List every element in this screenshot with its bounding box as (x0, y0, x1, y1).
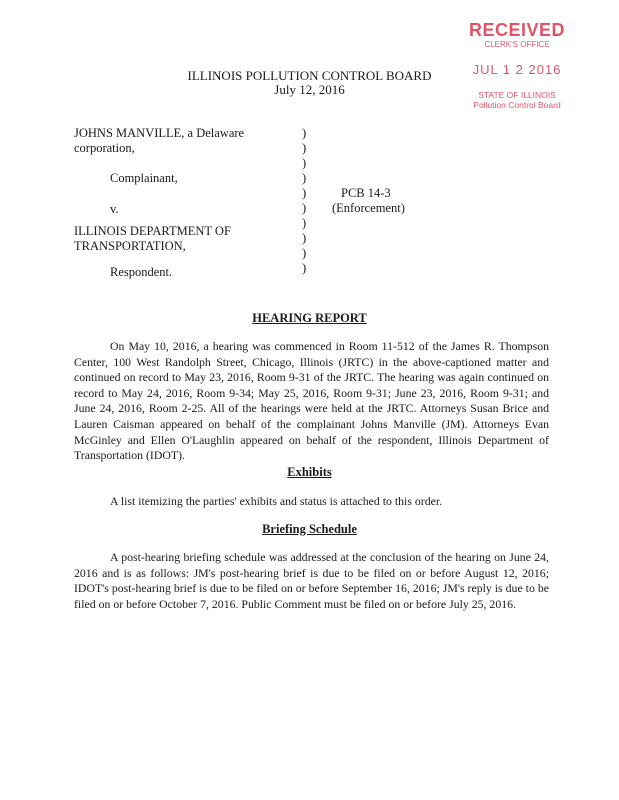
respondent-name-line2: TRANSPORTATION, (74, 239, 186, 253)
paren: ) (302, 201, 307, 215)
exhibits-text: A list itemizing the parties' exhibits and status is attached to this order. (110, 494, 443, 508)
hearing-report-paragraph (74, 339, 549, 464)
complainant-role: Complainant, (110, 171, 178, 185)
paren: ) (302, 171, 307, 185)
briefing-schedule-text: A post-hearing briefing schedule was addressed at the conclusion of the hearing on June 24, 2016 and is as follows: JM's post-hearing brief is due to be filed on or before August 12, 2016; IDOT's post-hearing brief is due to be filed on or before September 16, 2016; JM's reply is due to be filed on or before October 7, 2016. Public Comment must be filed on or before July 25, 2016. (74, 550, 549, 611)
paren: ) (302, 186, 307, 200)
stamp-clerks-office: CLERK'S OFFICE (484, 40, 550, 49)
case-number: PCB 14-3 (341, 186, 391, 200)
paren: ) (302, 141, 307, 155)
exhibits-paragraph (74, 494, 549, 510)
briefing-schedule-paragraph (74, 550, 549, 612)
stamp-board: Pollution Control Board (473, 100, 561, 110)
case-type: (Enforcement) (332, 201, 405, 215)
paren: ) (302, 156, 307, 170)
hearing-report-text: On May 10, 2016, a hearing was commenced in Room 11-512 of the James R. Thompson Center, 100 West Randolph Street, Chicago, Illinois (JRTC) in the above-captioned matter and continued on record to May 23, 2016, Room 9-31 of the JRTC. The hearing was again continued on record to May 24, 2016, Room 9-34; May 25, 2016, Room 9-31; June 23, 2016, Room 9-31; and June 24, 2016, Room 2-25. All of the hearings were held at the JRTC. Attorneys Susan Brice and Lauren Caisman appeared on behalf of the complainant Johns Manville (JM). Attorneys Evan McGinley and Ellen O'Laughlin appeared on behalf of the respondent, Illinois Department of Transportation (IDOT). (74, 339, 549, 463)
document-date: July 12, 2016 (274, 82, 345, 97)
respondent-name-line1: ILLINOIS DEPARTMENT OF (74, 224, 231, 238)
complainant-name-line1: JOHNS MANVILLE, a Delaware (74, 126, 245, 140)
briefing-schedule-heading: Briefing Schedule (262, 522, 357, 536)
complainant-name-line2: corporation, (74, 141, 135, 155)
paren: ) (302, 126, 307, 140)
respondent-role: Respondent. (110, 265, 173, 279)
hearing-report-heading: HEARING REPORT (252, 311, 367, 325)
stamp-date: JUL 1 2 2016 (472, 62, 562, 77)
stamp-received: RECEIVED (468, 20, 566, 40)
exhibits-heading: Exhibits (287, 465, 332, 479)
paren: ) (302, 216, 307, 230)
paren: ) (302, 261, 307, 275)
paren: ) (302, 246, 307, 260)
paren: ) (302, 231, 307, 245)
board-title: ILLINOIS POLLUTION CONTROL BOARD (187, 68, 432, 83)
stamp-state: STATE OF ILLINOIS (478, 90, 556, 100)
versus: v. (110, 202, 119, 216)
